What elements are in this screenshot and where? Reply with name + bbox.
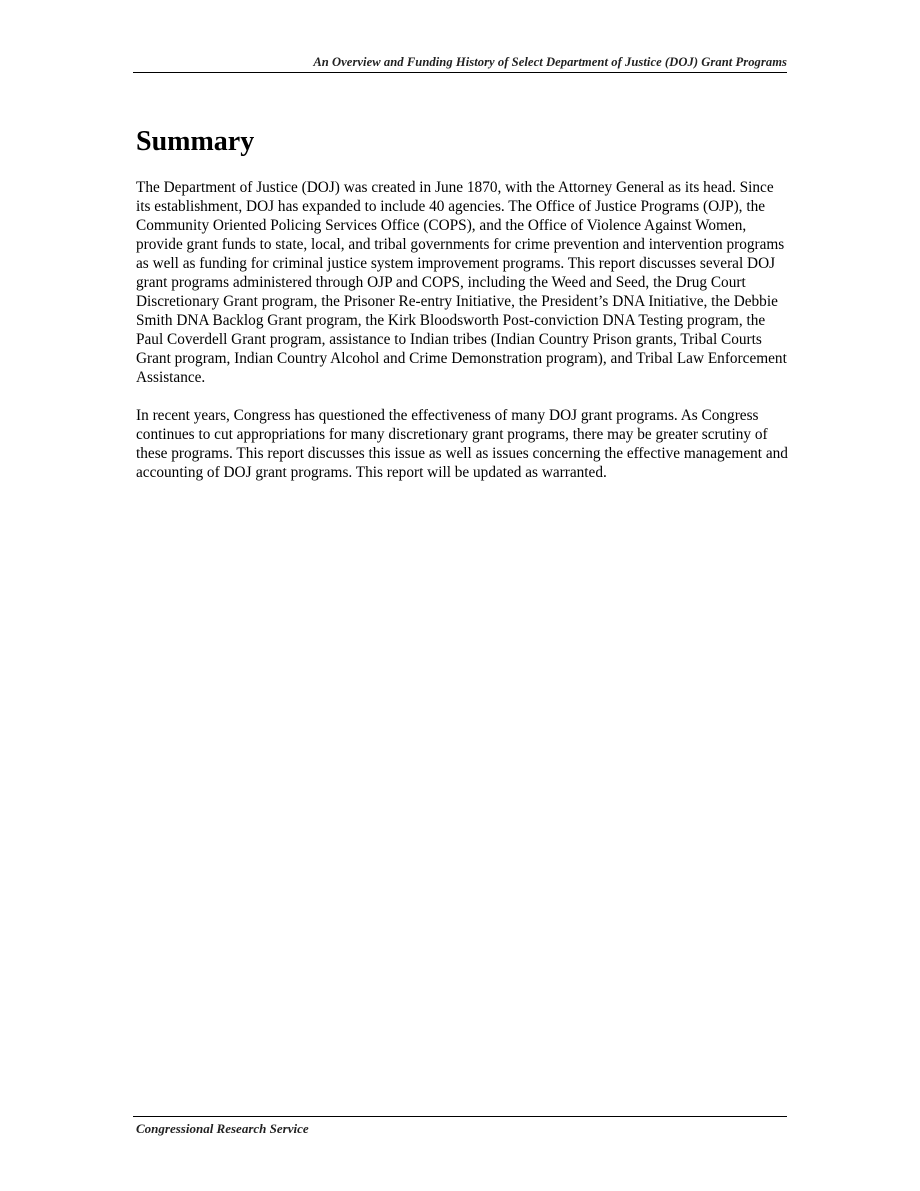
section-title: Summary	[136, 126, 255, 157]
summary-paragraph-1: The Department of Justice (DOJ) was created in June 1870, with the Attorney General as its head. Since its establishment, DOJ has expanded to include 40 agencies. The Office of Justice Programs (OJP), the Community Oriented Policing Services Office (COPS), and the Office of Violence Against Women, provide grant funds to state, local, and tribal governments for crime prevention and intervention programs as well as funding for criminal justice system improvement programs. This report discusses several DOJ grant programs administered through OJP and COPS, including the Weed and Seed, the Drug Court Discretionary Grant program, the Prisoner Re-entry Initiative, the President’s DNA Initiative, the Debbie Smith DNA Backlog Grant program, the Kirk Bloodsworth Post-conviction DNA Testing program, the Paul Coverdell Grant program, assistance to Indian tribes (Indian Country Prison grants, Tribal Courts Grant program, Indian Country Alcohol and Crime Demonstration program), and Tribal Law Enforcement Assistance.	[136, 179, 787, 386]
summary-paragraph-2: In recent years, Congress has questioned the effectiveness of many DOJ grant programs. As Congress continues to cut appropriations for many discretionary grant programs, there may be greater scrutiny of these programs. This report discusses this issue as well as issues concerning the effective management and accounting of DOJ grant programs. This report will be updated as warranted.	[136, 407, 788, 481]
running-footer: Congressional Research Service	[136, 1121, 309, 1136]
header-rule	[133, 72, 787, 73]
footer-rule	[133, 1116, 787, 1117]
summary-body	[136, 178, 788, 501]
running-header: An Overview and Funding History of Select Department of Justice (DOJ) Grant Programs	[313, 55, 787, 69]
